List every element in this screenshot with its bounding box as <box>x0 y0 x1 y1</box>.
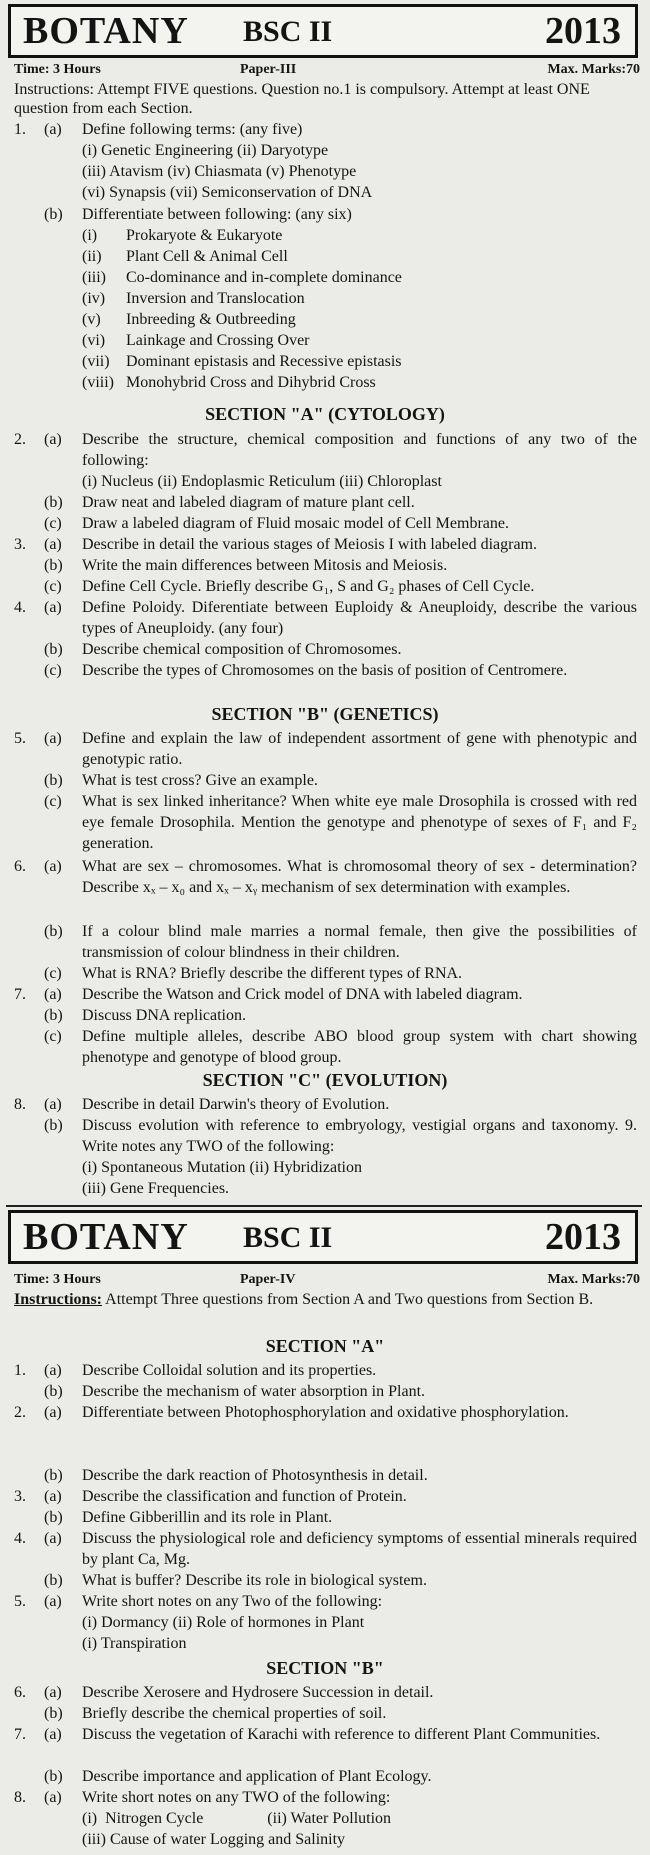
part-label: (b) <box>44 494 63 511</box>
question-text: Define multiple alleles, describe ABO blood group system with chart showing phenotype and genotype of blood group. <box>82 1028 637 1066</box>
term-list: (vi) Synapsis (vii) Semiconservation of DNA <box>82 184 373 201</box>
item-text: (i) Transpiration <box>82 1635 187 1652</box>
section-heading: SECTION "B" <box>266 1658 384 1678</box>
item-text: Dominant epistasis and Recessive epistasis <box>126 353 402 370</box>
part-label: (c) <box>44 515 62 532</box>
roman-numeral: (viii) <box>82 374 114 391</box>
question-text: Draw a labeled diagram of Fluid mosaic model of Cell Membrane. <box>82 515 509 532</box>
part-label: (a) <box>44 986 62 1003</box>
question-text: If a colour blind male marries a normal female, then give the possibilities of transmission of colour blindness in their children. <box>82 923 637 961</box>
question-number: 8. <box>14 1096 26 1113</box>
term-list: (i) Genetic Engineering (ii) Daryotype <box>82 142 329 159</box>
part-label: (b) <box>44 206 63 223</box>
question-number: 2. <box>14 1404 26 1421</box>
item-text: Inversion and Translocation <box>126 290 305 307</box>
roman-numeral: (ii) <box>82 248 102 265</box>
roman-numeral: (iv) <box>82 290 106 307</box>
question-number: 7. <box>14 986 26 1003</box>
question-text: Describe in detail Darwin's theory of Evolution. <box>82 1096 390 1113</box>
time-label: Time: 3 Hours <box>14 62 101 77</box>
question-text: What is test cross? Give an example. <box>82 772 318 789</box>
section-heading: SECTION "C" (EVOLUTION) <box>202 1070 448 1090</box>
item-text: (i) Nitrogen Cycle (ii) Water Pollution <box>82 1810 392 1827</box>
paper-label: Paper-IV <box>240 1272 296 1287</box>
part-label: (a) <box>44 1096 62 1113</box>
question-text: Draw neat and labeled diagram of mature plant cell. <box>82 494 415 511</box>
question-number: 1. <box>14 121 26 138</box>
question-text: Discuss the physiological role and deficiency symptoms of essential minerals required by plant Ca, Mg. <box>82 1530 637 1568</box>
section-heading: SECTION "A" (CYTOLOGY) <box>205 404 445 424</box>
page-divider <box>6 1205 642 1207</box>
part-label: (a) <box>44 1684 62 1701</box>
paper3-banner <box>8 4 638 58</box>
question-text: Describe chemical composition of Chromosomes. <box>82 641 402 658</box>
question-number: 5. <box>14 730 26 747</box>
part-label: (b) <box>44 641 63 658</box>
part-label: (c) <box>44 1028 62 1045</box>
part-label: (c) <box>44 793 62 810</box>
item-text: (i) Nucleus (ii) Endoplasmic Reticulum (iii) Chloroplast <box>82 473 442 490</box>
question-text: Differentiate between following: (any six) <box>82 206 352 223</box>
question-number: 8. <box>14 1789 26 1806</box>
part-label: (c) <box>44 965 62 982</box>
question-text: Describe the mechanism of water absorption in Plant. <box>82 1383 426 1400</box>
item-text: Inbreeding & Outbreeding <box>126 311 296 328</box>
question-number: 6. <box>14 1684 26 1701</box>
part-label: (b) <box>44 1117 63 1134</box>
item-text: Prokaryote & Eukaryote <box>126 227 283 244</box>
question-text: Define Poloidy. Diferentiate between Euploidy & Aneuploidy, describe the various types of Aneuploidy. (any four) <box>82 599 637 637</box>
question-text: Write short notes on any TWO of the following: <box>82 1789 391 1806</box>
part-label: (c) <box>44 578 62 595</box>
instructions-label: Instructions: <box>14 1291 103 1308</box>
question-text: Discuss DNA replication. <box>82 1007 246 1024</box>
question-text: What are sex – chromosomes. What is chromosomal theory of sex - determination? Describe xₓ – x₀ and xₓ – xᵧ mechanism of sex determination with examples. <box>82 858 637 896</box>
roman-numeral: (iii) <box>82 269 106 286</box>
item-text: (iii) Cause of water Logging and Salinity <box>82 1831 346 1848</box>
paper4-instructions <box>14 1290 640 1309</box>
part-label: (a) <box>44 121 62 138</box>
question-text: Differentiate between Photophosphorylation and oxidative phosphorylation. <box>82 1404 569 1421</box>
question-number: 1. <box>14 1362 26 1379</box>
part-label: (b) <box>44 1007 63 1024</box>
part-label: (b) <box>44 772 63 789</box>
part-label: (a) <box>44 1362 62 1379</box>
question-number: 5. <box>14 1593 26 1610</box>
item-text: Monohybrid Cross and Dihybrid Cross <box>126 374 376 391</box>
part-label: (b) <box>44 557 63 574</box>
question-number: 4. <box>14 1530 26 1547</box>
question-text: Describe the Watson and Crick model of DNA with labeled diagram. <box>82 986 523 1003</box>
roman-numeral: (i) <box>82 227 98 244</box>
part-label: (a) <box>44 1530 62 1547</box>
question-text: Describe the structure, chemical composition and functions of any two of the following: <box>82 431 637 469</box>
question-text: What is sex linked inheritance? When white eye male Drosophila is crossed with red eye female Drosophila. Mention the genotype and phenotype of sexes of F₁ and F₂ generation. <box>82 793 637 852</box>
paper3-instructions: Instructions: Attempt FIVE questions. Question no.1 is compulsory. Attempt at least ONE question from each Section. <box>14 81 590 117</box>
part-label: (a) <box>44 858 62 875</box>
roman-numeral: (vi) <box>82 332 106 349</box>
part-label: (a) <box>44 599 62 616</box>
question-text: Describe the classification and function of Protein. <box>82 1488 407 1505</box>
year-title: 2013 <box>545 1216 621 1258</box>
question-text: Describe in detail the various stages of Meiosis I with labeled diagram. <box>82 536 537 553</box>
question-text: Describe importance and application of Plant Ecology. <box>82 1768 432 1785</box>
item-text: (i) Dormancy (ii) Role of hormones in Plant <box>82 1614 365 1631</box>
part-label: (b) <box>44 1383 63 1400</box>
marks-label: Max. Marks:70 <box>547 62 640 77</box>
item-text: (iii) Gene Frequencies. <box>82 1180 230 1197</box>
question-text: Define and explain the law of independent assortment of gene with phenotypic and genotypic ratio. <box>82 730 637 768</box>
question-text: Discuss the vegetation of Karachi with reference to different Plant Communities. <box>82 1726 601 1743</box>
marks-label: Max. Marks:70 <box>547 1272 640 1287</box>
question-number: 2. <box>14 431 26 448</box>
part-label: (b) <box>44 923 63 940</box>
part-label: (a) <box>44 431 62 448</box>
year-title: 2013 <box>545 10 621 52</box>
term-list: (iii) Atavism (iv) Chiasmata (v) Phenotype <box>82 163 357 180</box>
question-text: Write the main differences between Mitosis and Meiosis. <box>82 557 448 574</box>
question-text: Describe the types of Chromosomes on the basis of position of Centromere. <box>82 662 568 679</box>
class-title: BSC II <box>243 1221 333 1254</box>
part-label: (b) <box>44 1509 63 1526</box>
section-heading: SECTION "A" <box>265 1336 385 1356</box>
question-text: Discuss evolution with reference to embryology, vestigial organs and taxonomy. 9. Write notes any TWO of the following: <box>82 1117 637 1155</box>
item-text: Plant Cell & Animal Cell <box>126 248 288 265</box>
part-label: (a) <box>44 1726 62 1743</box>
class-title: BSC II <box>243 15 333 48</box>
part-label: (b) <box>44 1768 63 1785</box>
instructions-text: Attempt Three questions from Section A and Two questions from Section B. <box>102 1291 594 1308</box>
question-text: Describe the dark reaction of Photosynthesis in detail. <box>82 1467 428 1484</box>
item-text: Lainkage and Crossing Over <box>126 332 310 349</box>
question-text: Describe Xerosere and Hydrosere Succession in detail. <box>82 1684 434 1701</box>
question-text: Write short notes on any Two of the following: <box>82 1593 383 1610</box>
question-number: 3. <box>14 536 26 553</box>
part-label: (a) <box>44 1593 62 1610</box>
part-label: (a) <box>44 536 62 553</box>
part-label: (a) <box>44 1488 62 1505</box>
roman-numeral: (v) <box>82 311 101 328</box>
question-text: Define following terms: (any five) <box>82 121 303 138</box>
part-label: (b) <box>44 1572 63 1589</box>
subject-title: BOTANY <box>23 1216 189 1258</box>
paper4-banner <box>8 1210 638 1264</box>
section-heading: SECTION "B" (GENETICS) <box>211 704 439 724</box>
question-text: Briefly describe the chemical properties of soil. <box>82 1705 387 1722</box>
part-label: (b) <box>44 1467 63 1484</box>
part-label: (a) <box>44 1789 62 1806</box>
question-number: 7. <box>14 1726 26 1743</box>
paper-label: Paper-III <box>240 62 297 77</box>
question-number: 4. <box>14 599 26 616</box>
time-label: Time: 3 Hours <box>14 1272 101 1287</box>
question-text: What is RNA? Briefly describe the different types of RNA. <box>82 965 463 982</box>
part-label: (a) <box>44 730 62 747</box>
part-label: (a) <box>44 1404 62 1421</box>
part-label: (c) <box>44 662 62 679</box>
question-text: Describe Colloidal solution and its properties. <box>82 1362 377 1379</box>
part-label: (b) <box>44 1705 63 1722</box>
question-number: 3. <box>14 1488 26 1505</box>
question-number: 6. <box>14 858 26 875</box>
item-text: (i) Spontaneous Mutation (ii) Hybridization <box>82 1159 362 1176</box>
subject-title: BOTANY <box>23 10 189 52</box>
question-text: What is buffer? Describe its role in biological system. <box>82 1572 427 1589</box>
question-text: Define Cell Cycle. Briefly describe G₁, S and G₂ phases of Cell Cycle. <box>82 578 535 595</box>
roman-numeral: (vii) <box>82 353 110 370</box>
question-text: Define Gibberillin and its role in Plant. <box>82 1509 333 1526</box>
item-text: Co-dominance and in-complete dominance <box>126 269 402 286</box>
